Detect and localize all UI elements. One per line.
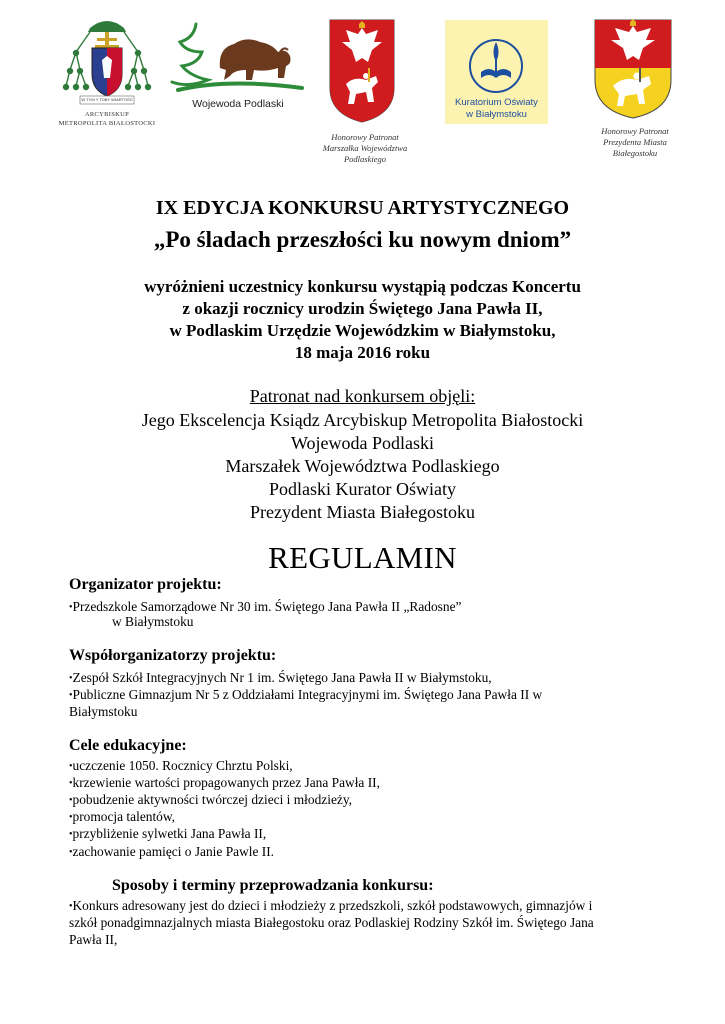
archbishop-ribbon-text: W TYM Y TOBY WIARTOŚĆ: [81, 97, 133, 102]
city-logo: [585, 18, 685, 168]
marshal-caption-line2: Marszałka Województwa: [322, 143, 408, 153]
marshal-caption-line3: Podlaskiego: [343, 154, 387, 164]
goal-item-text: uczczenie 1050. Rocznicy Chrztu Polski,: [72, 758, 293, 773]
goal-item: [69, 825, 266, 843]
bullet-icon: •: [69, 602, 73, 613]
methods-line: [69, 897, 669, 914]
bullet-icon: •: [69, 690, 73, 701]
bison-logo-icon: [168, 18, 308, 96]
bullet-icon: •: [69, 761, 73, 772]
patronage-heading-text: Patronat nad konkursem objęli:: [249, 386, 476, 406]
marshal-logo: [320, 18, 420, 173]
bialystok-coat-of-arms-icon: [593, 18, 673, 120]
methods-paragraph: [69, 897, 669, 948]
archbishop-caption-line1: ARCYBISKUP: [84, 111, 130, 118]
patron-item: Marszałek Województwa Podlaskiego: [225, 456, 500, 476]
archbishop-coat-of-arms-icon: [52, 12, 162, 107]
patron-list: [0, 409, 725, 524]
coorganizer-item-cont: Białymstoku: [69, 704, 138, 719]
goal-item-text: krzewienie wartości propagowanych przez Jana Pawła II,: [72, 775, 380, 790]
city-caption-line1: Honorowy Patronat: [601, 126, 669, 136]
organizer-item-cont: w Białymstoku: [112, 614, 194, 629]
bullet-icon: •: [69, 829, 73, 840]
methods-line: szkół ponadgimnazjalnych miasta Białegostoku oraz Podlaskiej Rodziny Szkół im. Świętego Jana: [69, 915, 594, 930]
coorganizers-heading: Współorganizatorzy projektu:: [69, 647, 277, 664]
goal-item: [69, 808, 175, 826]
event-info-line: z okazji rocznicy urodzin Świętego Jana Pawła II,: [182, 299, 543, 318]
bullet-icon: •: [69, 778, 73, 789]
archbishop-caption-line2: METROPOLITA BIAŁOSTOCKI: [58, 120, 156, 127]
methods-heading: Sposoby i terminy przeprowadzania konkursu:: [112, 877, 434, 894]
kuratorium-caption-line2: w Białymstoku: [466, 109, 527, 120]
bullet-icon: •: [69, 812, 73, 823]
contest-subtitle: „Po śladach przeszłości ku nowym dniom”: [153, 227, 572, 252]
coorganizer-item-text: Publiczne Gimnazjum Nr 5 z Oddziałami Integracyjnymi im. Świętego Jana Pawła II w: [72, 687, 543, 702]
goal-item-text: pobudzenie aktywności twórczej dzieci i młodzieży,: [72, 792, 352, 807]
bullet-icon: •: [69, 847, 73, 858]
kuratorium-logo: [445, 20, 548, 124]
marshal-caption-line1: Honorowy Patronat: [331, 132, 399, 142]
event-info-line: 18 maja 2016 roku: [294, 343, 431, 362]
bullet-icon: •: [69, 901, 73, 912]
patron-item: Prezydent Miasta Białegostoku: [250, 502, 475, 522]
organizer-heading: Organizator projektu:: [69, 576, 222, 593]
voivode-caption: Wojewoda Podlaski: [192, 98, 284, 110]
goals-heading: Cele edukacyjne:: [69, 737, 187, 754]
patron-item: Wojewoda Podlaski: [290, 433, 435, 453]
event-info: [0, 276, 725, 364]
organizer-item-text: Przedszkole Samorządowe Nr 30 im. Świętego Jana Pawła II „Radosne”: [72, 599, 462, 614]
patron-item: Podlaski Kurator Oświaty: [269, 479, 456, 499]
patron-item: Jego Ekscelencja Ksiądz Arcybiskup Metropolita Białostocki: [141, 410, 584, 430]
podlaskie-coat-of-arms-icon: [328, 18, 396, 124]
goal-item-text: zachowanie pamięci o Janie Pawle II.: [72, 844, 275, 859]
archbishop-logo: [52, 12, 162, 128]
methods-line-text: Konkurs adresowany jest do dzieci i młodzieży z przedszkoli, szkół podstawowych, gimnazjów i: [72, 898, 593, 913]
coorganizer-item: [69, 686, 542, 704]
event-info-line: w Podlaskim Urzędzie Wojewódzkim w Białymstoku,: [169, 321, 556, 340]
coorganizer-item-text: Zespół Szkół Integracyjnych Nr 1 im. Świętego Jana Pawła II w Białymstoku,: [72, 670, 492, 685]
regulamin-heading: REGULAMIN: [268, 540, 457, 575]
goal-item: [69, 757, 293, 775]
methods-line: Pawła II,: [69, 932, 118, 947]
kuratorium-caption-line1: Kuratorium Oświaty: [455, 97, 538, 108]
goal-item: [69, 843, 274, 861]
goal-item-text: przybliżenie sylwetki Jana Pawła II,: [72, 826, 267, 841]
bullet-icon: •: [69, 673, 73, 684]
goal-item-text: promocja talentów,: [72, 809, 176, 824]
voivode-logo: [168, 18, 308, 113]
bullet-icon: •: [69, 795, 73, 806]
goal-item: [69, 791, 352, 809]
city-caption-line2: Prezydenta Miasta: [603, 137, 667, 147]
goal-item: [69, 774, 380, 792]
edition-title: IX EDYCJA KONKURSU ARTYSTYCZNEGO: [155, 197, 570, 219]
city-caption-line3: Białegostoku: [612, 148, 658, 158]
event-info-line: wyróżnieni uczestnicy konkursu wystąpią podczas Koncertu: [144, 277, 581, 296]
coorganizer-item: [69, 669, 492, 687]
patronage-heading: [0, 386, 725, 407]
